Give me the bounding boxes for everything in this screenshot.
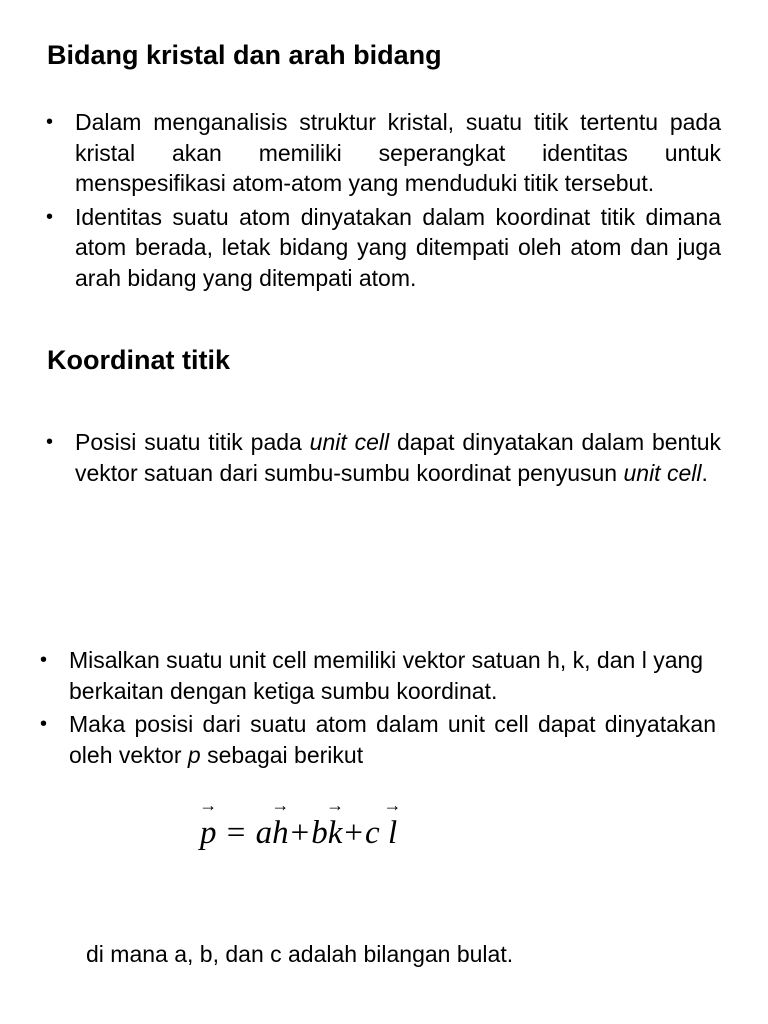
bullet-text: Posisi suatu titik pada unit cell dapat dinyatakan dalam bentuk vektor satuan dari sumbu-sumbu koordinat penyusun unit cell. bbox=[75, 429, 722, 486]
vector-arrow-icon: → bbox=[383, 795, 402, 815]
vector-h: → h bbox=[271, 795, 290, 851]
equals-sign: = bbox=[226, 815, 246, 851]
list-item bbox=[46, 427, 721, 488]
vector-arrow-icon: → bbox=[326, 795, 345, 815]
bullet-list-section1 bbox=[46, 107, 721, 296]
vector-arrow-icon: → bbox=[271, 795, 290, 815]
note-text: di mana a, b, dan c adalah bilangan bulat. bbox=[86, 941, 514, 967]
vector-p: → p bbox=[199, 795, 218, 851]
bullet-list-section3 bbox=[40, 645, 716, 773]
bullet-marker: • bbox=[40, 713, 48, 735]
coefficient-c: c bbox=[365, 815, 380, 851]
plus-sign: + bbox=[344, 815, 364, 851]
list-item bbox=[40, 709, 716, 770]
vector-k: → k bbox=[326, 795, 345, 851]
bullet-marker: • bbox=[46, 111, 54, 133]
coefficient-a: a bbox=[255, 815, 273, 851]
coefficient-b: b bbox=[311, 815, 328, 851]
bullet-text: Maka posisi dari suatu atom dalam unit cell dapat dinyatakan oleh vektor p sebagai berikut bbox=[69, 711, 716, 768]
bullet-marker: • bbox=[40, 649, 48, 671]
vector-arrow-icon: → bbox=[199, 795, 218, 815]
bullet-text: Misalkan suatu unit cell memiliki vektor satuan h, k, dan l yang berkaitan dengan ketiga sumbu koordinat. bbox=[69, 647, 704, 704]
vector-l: → l bbox=[383, 795, 402, 851]
bullet-text: Dalam menganalisis struktur kristal, suatu titik tertentu pada kristal akan memiliki seperangkat identitas untuk menspesifikasi atom-atom yang menduduki titik tersebut. bbox=[75, 109, 721, 196]
plus-sign: + bbox=[290, 815, 310, 851]
list-item bbox=[46, 202, 721, 294]
bullet-text: Identitas suatu atom dinyatakan dalam koordinat titik dimana atom berada, letak bidang yang ditempati oleh atom dan juga arah bidang yang ditempati atom. bbox=[75, 203, 721, 291]
bullet-list-section2 bbox=[46, 427, 721, 491]
list-item bbox=[46, 107, 721, 199]
section-heading-koordinat-titik: Koordinat titik bbox=[47, 345, 230, 375]
section-heading-bidang-kristal: Bidang kristal dan arah bidang bbox=[47, 40, 442, 70]
bullet-marker: • bbox=[46, 431, 54, 453]
vector-formula bbox=[199, 795, 402, 852]
list-item bbox=[40, 645, 716, 706]
bullet-marker: • bbox=[46, 205, 54, 228]
